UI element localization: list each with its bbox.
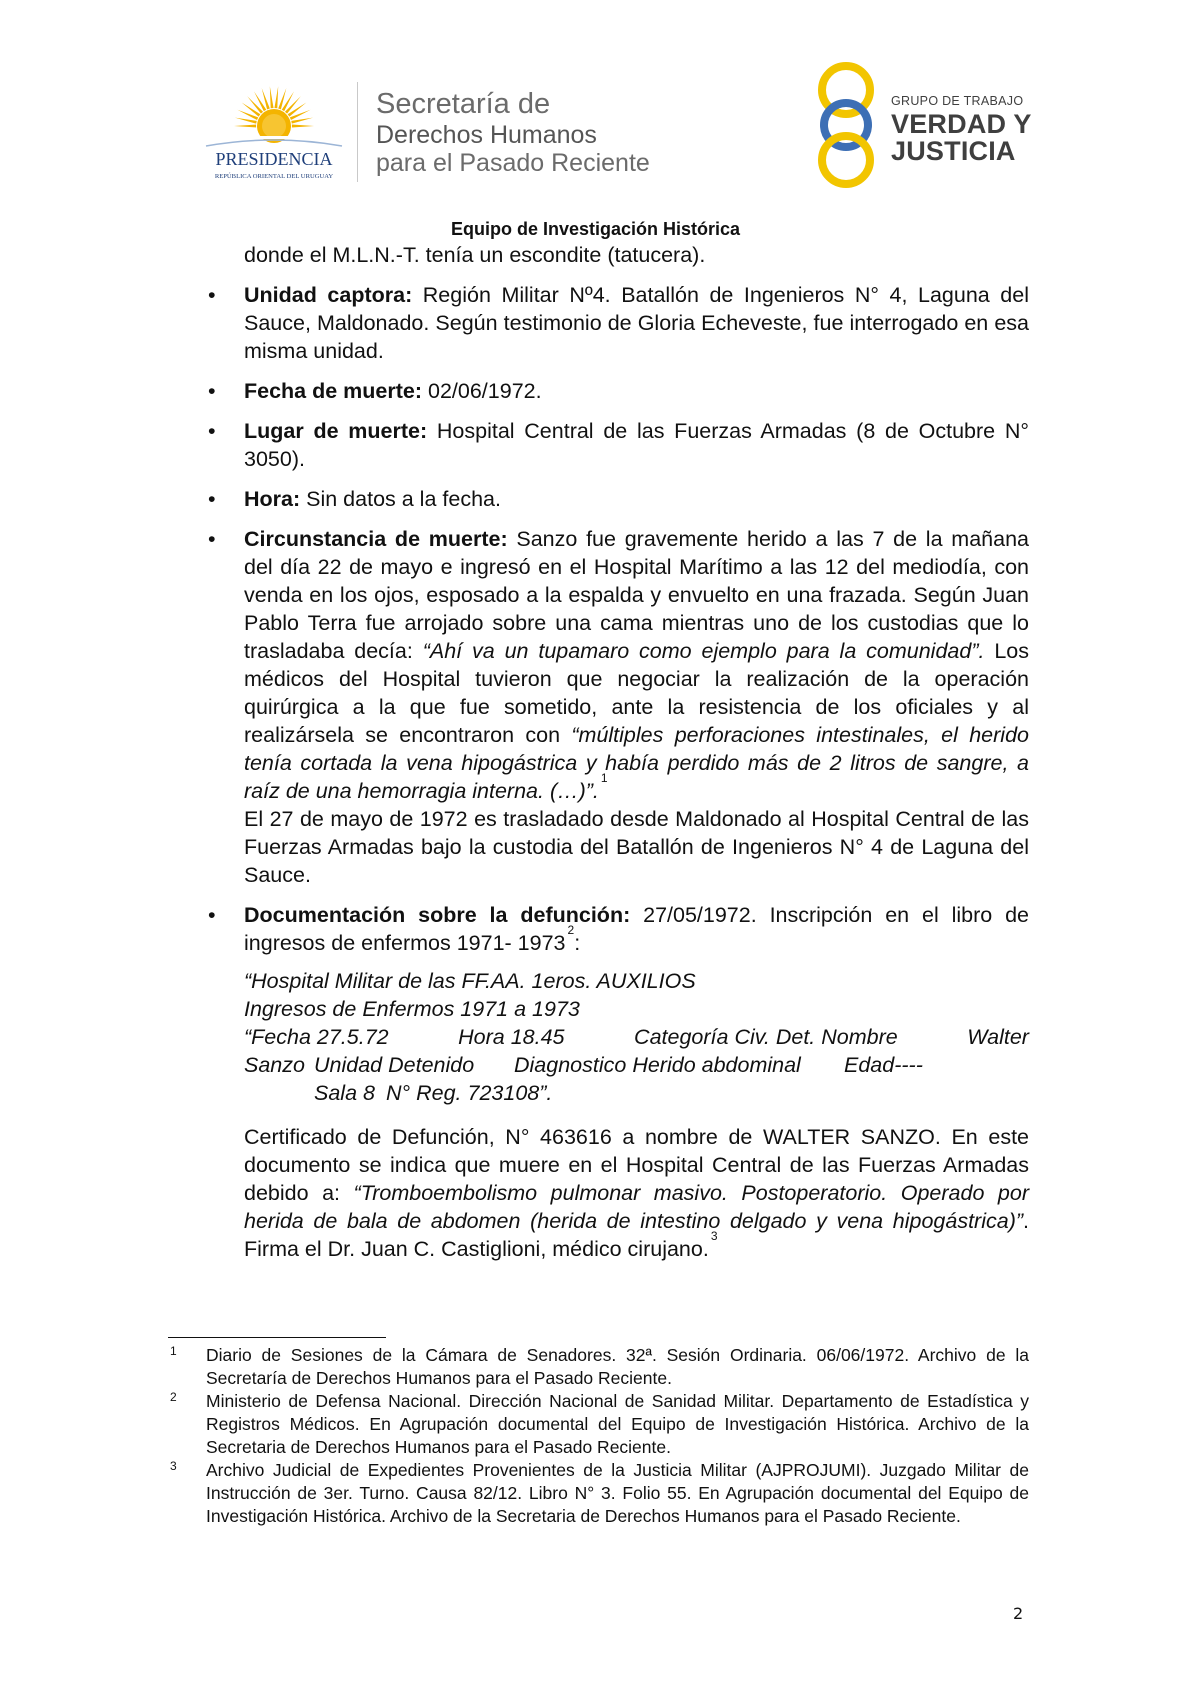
list-item-documentacion [208, 901, 1030, 957]
quote-cell: Edad---- [844, 1053, 923, 1077]
quote-cell: Unidad Detenido [314, 1053, 475, 1077]
footnote-text: Diario de Sesiones de la Cámara de Senadores. 32ª. Sesión Ordinaria. 06/06/1972. Archivo de la Secretaría de Derechos Humanos para el Pasado Reciente. [206, 1345, 1029, 1388]
quote-line [244, 1023, 1029, 1051]
bullet: • [208, 419, 216, 443]
secretaria-title [376, 90, 650, 179]
quote-line: Ingresos de Enfermos 1971 a 1973 [244, 997, 580, 1021]
item-text: Sanzo fue gravemente herido a las 7 de la mañana del día 22 de mayo e ingresó en el Hospital Marítimo a las 12 del mediodía, con venda en los ojos, esposado a la espalda y envuelto en una frazada. Según Juan Pablo Terra fue arrojado sobre una cama mientras uno de los custodias que lo trasladaba decía: [244, 527, 1029, 663]
sun-ray [254, 91, 266, 111]
item-text: 02/06/1972. [422, 379, 542, 403]
sun-ray [235, 118, 257, 124]
sun-ray [282, 91, 294, 111]
list-item-lugar [208, 417, 1029, 473]
continuation-line: donde el M.L.N.-T. tenía un escondite (tatucera). [244, 243, 706, 267]
list-item-hora [208, 485, 1029, 513]
footnote-ref: 3 [710, 1228, 718, 1243]
list-item-circunstancia [208, 525, 1029, 805]
registry-quote [244, 967, 1029, 1107]
item-text: Hospital Central de las Fuerzas Armadas (8 de Octubre N° 3050). [244, 419, 1029, 471]
footnote-item [168, 1344, 1029, 1390]
certificado-paragraph [244, 1123, 1029, 1263]
footnote-ref: 2 [567, 922, 575, 937]
quote-cell: Walter [967, 1025, 1029, 1049]
sun-ray [242, 102, 261, 116]
grupo-line2: JUSTICIA [891, 135, 1016, 166]
footnotes [168, 1344, 1029, 1528]
item-text: Sin datos a la fecha. [300, 487, 501, 511]
item-label: Lugar de muerte: [244, 419, 428, 443]
verdad-justicia-title [891, 95, 1032, 165]
grupo-line1: VERDAD Y [891, 108, 1032, 139]
item-label: Circunstancia de muerte: [244, 527, 508, 551]
list-item-unidad [208, 281, 1029, 365]
bullet: • [208, 487, 216, 511]
item-quote: “múltiples perforaciones intestinales, el herido tenía cortada la vena hipogástrica y había perdido más de 2 litros de sangre, a raíz de una hemorragia interna. (…)”. [244, 723, 1029, 803]
item-text: Los médicos del Hospital tuvieron que negociar la realización de la operación quirúrgica a la que fue sometido, ante la resistencia de los oficiales y al realizársela se encontraron con [244, 639, 1029, 747]
verdad-justicia-logo-icon [808, 62, 884, 188]
page-number: 2 [1013, 1604, 1024, 1623]
footnote-ref: 1 [600, 770, 608, 785]
footnote-number: 1 [170, 1344, 177, 1358]
presidencia-subtitle: REPÚBLICA ORIENTAL DEL URUGUAY [214, 173, 334, 180]
quote-cell: Sala 8 [314, 1081, 375, 1105]
footnote-text: Archivo Judicial de Expedientes Provenientes de la Justicia Militar (AJPROJUMI). Juzgado Militar de Instrucción de 3er. Turno. Causa 82/12. Libro N° 3. Folio 55. En Agrupación documental del Equipo de Investigación Histórica. Archivo de la Secretaria de Derechos Humanos para el Pasado Reciente. [206, 1460, 1029, 1526]
sun-ray [274, 86, 278, 108]
footnote-text: Ministerio de Defensa Nacional. Dirección Nacional de Sanidad Militar. Departamento de Estadística y Registros Médicos. En Agrupación documental del Equipo de Investigación Histórica. Archivo de la Secretaria de Derechos Humanos para el Pasado Reciente. [206, 1391, 1029, 1457]
item-label: Unidad captora: [244, 283, 413, 307]
bullet: • [208, 283, 216, 307]
presidencia-sun-logo [196, 82, 352, 182]
footnote-separator [168, 1337, 386, 1338]
paragraph-text: . Firma el Dr. Juan C. Castiglioni, médico cirujano. [244, 1209, 1029, 1261]
bullet: • [208, 527, 216, 551]
quote-cell: Hora 18.45 [458, 1025, 565, 1049]
footnote-number: 3 [170, 1459, 177, 1473]
bullet: • [208, 903, 216, 927]
secretaria-line3: para el Pasado Reciente [376, 149, 650, 177]
footnote-number: 2 [170, 1390, 177, 1404]
item-label: Hora: [244, 487, 301, 511]
footnote-item [168, 1390, 1029, 1459]
sun-icon [234, 86, 314, 143]
sun-ray [288, 102, 307, 116]
sun-ray [234, 125, 256, 128]
item-quote: “Ahí va un tupamaro como ejemplo para la comunidad”. [422, 639, 985, 663]
sun-ray [270, 86, 274, 108]
document-body [208, 241, 1030, 1263]
item-text: Región Militar Nº4. Batallón de Ingenieros N° 4, Laguna del Sauce, Maldonado. Según testimonio de Gloria Echeveste, fue interrogado en esa misma unidad. [244, 283, 1029, 363]
paragraph-text: Certificado de Defunción, N° 463616 a nombre de WALTER SANZO. En este documento se indica que muere en el Hospital Central de las Fuerzas Armadas debido a: [244, 1125, 1029, 1205]
bullet: • [208, 379, 216, 403]
secretaria-line1: Secretaría de [376, 88, 551, 120]
item-text: 27/05/1972. Inscripción en el libro de ingresos de enfermos 1971- 1973 [244, 903, 1030, 955]
list-item-fecha [208, 377, 1029, 405]
presidencia-name: PRESIDENCIA [215, 149, 333, 169]
item-label: Documentación sobre la defunción: [244, 903, 631, 927]
quote-line: “Hospital Militar de las FF.AA. 1eros. AUXILIOS [244, 969, 696, 993]
quote-cell: “Fecha 27.5.72 [244, 1025, 389, 1049]
footnote-item [168, 1459, 1029, 1528]
paragraph-quote: “Tromboembolismo pulmonar masivo. Postoperatorio. Operado por herida de bala de abdomen (herida de intestino delgado y vena hipogástrica)” [244, 1181, 1029, 1233]
header-divider [357, 82, 358, 182]
item-text: : [574, 931, 581, 955]
quote-cell: N° Reg. 723108”. [386, 1081, 553, 1105]
equipo-heading: Equipo de Investigación Histórica [450, 219, 741, 239]
traslado-paragraph: El 27 de mayo de 1972 es trasladado desde Maldonado al Hospital Central de las Fuerzas Armadas bajo la custodia del Batallón de Ingenieros N° 4 de Laguna del Sauce. [244, 807, 1029, 887]
secretaria-line2: Derechos Humanos [376, 121, 597, 149]
sun-ray [292, 125, 314, 128]
grupo-label: GRUPO DE TRABAJO [891, 94, 1024, 108]
quote-line [244, 1051, 1029, 1079]
quote-cell: Sanzo [244, 1053, 305, 1077]
quote-cell: Categoría Civ. Det. Nombre [634, 1025, 898, 1049]
sun-ray [291, 118, 313, 124]
item-label: Fecha de muerte: [244, 379, 423, 403]
quote-cell: Diagnostico Herido abdominal [514, 1053, 801, 1077]
quote-line [244, 1079, 1029, 1107]
